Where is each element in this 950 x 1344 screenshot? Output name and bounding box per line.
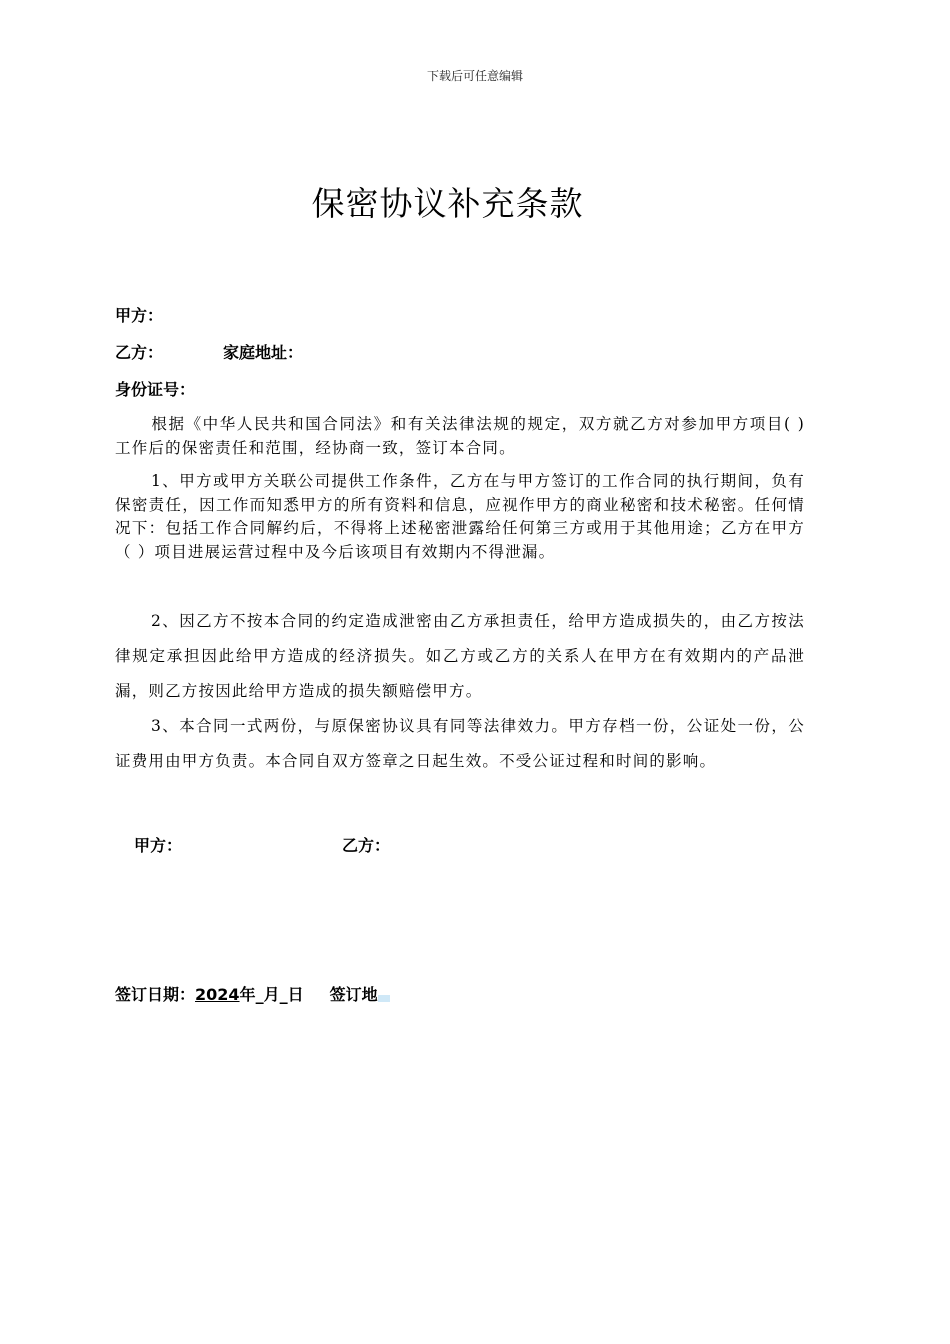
party-b-label: 乙方：	[115, 343, 164, 362]
day-unit: 日	[287, 985, 304, 1004]
party-a-label: 甲方：	[115, 306, 164, 325]
month-blank: _	[255, 985, 264, 1004]
paragraph-text: 2、因乙方不按本合同的约定造成泄密由乙方承担责任，给甲方造成损失的，由乙方按法律规定承担因此给甲方造成的经济损失。如乙方或乙方的关系人在甲方在有效期内的产品泄漏，则乙方按因此给甲方造成的损失额赔偿甲方。	[115, 612, 805, 700]
signature-party-a: 甲方：	[134, 836, 183, 855]
paragraph-text: 3、本合同一式两份，与原保密协议具有同等法律效力。甲方存档一份，公证处一份，公证费用由甲方负责。本合同自双方签章之日起生效。不受公证过程和时间的影响。	[115, 717, 805, 770]
document-title: 保密协议补充条款	[311, 184, 584, 223]
home-address-label: 家庭地址：	[223, 343, 304, 362]
signing-place-label: 签订地	[329, 985, 378, 1004]
signing-year: 2024	[195, 985, 240, 1004]
id-number-field	[115, 377, 195, 400]
month-unit: 月	[263, 985, 280, 1004]
year-unit: 年	[239, 985, 256, 1004]
signing-date-label: 签订日期：	[115, 985, 196, 1004]
signature-party-b: 乙方：	[342, 836, 391, 855]
signing-date-line	[115, 982, 390, 1005]
party-b-field	[115, 340, 304, 363]
text-cursor-highlight	[378, 995, 390, 1002]
paragraph-text: 1、甲方或甲方关联公司提供工作条件，乙方在与甲方签订的工作合同的执行期间，负有保密责任，因工作而知悉甲方的所有资料和信息，应视作甲方的商业秘密和技术秘密。任何情况下：包括工作合同解约后，不得将上述秘密泄露给任何第三方或用于其他用途；乙方在甲方（ ）项目进展运营过程中及今后该项目有效期内不得泄漏。	[115, 472, 805, 561]
paragraph-clause-2	[115, 604, 805, 709]
header-note: 下载后可任意编辑	[426, 69, 523, 83]
paragraph-clause-3	[115, 709, 805, 779]
party-a-field	[115, 303, 163, 326]
paragraph-text: 根据《中华人民共和国合同法》和有关法律法规的规定，双方就乙方对参加甲方项目( )工作后的保密责任和范围，经协商一致，签订本合同。	[115, 415, 805, 457]
paragraph-preamble	[115, 412, 805, 460]
paragraph-clause-1	[115, 470, 805, 564]
day-blank: _	[279, 985, 288, 1004]
id-number-label: 身份证号：	[115, 380, 196, 399]
